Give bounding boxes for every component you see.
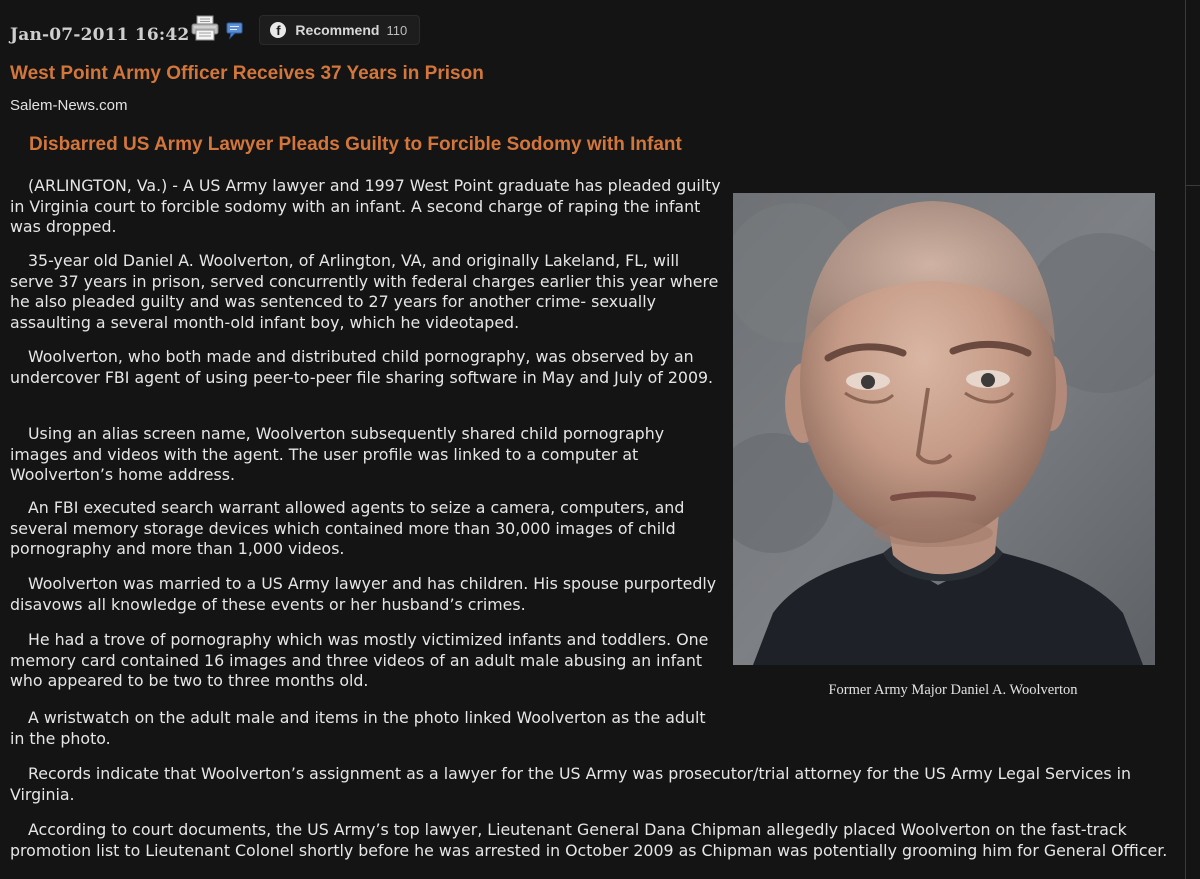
article-date: Jan-07-2011 16:42 [10,25,190,45]
page-divider [1185,0,1186,879]
article-paragraph: (ARLINGTON, Va.) - A US Army lawyer and 1997 West Point graduate has pleaded guilty in Virginia court to forcible sodomy with an infant. A second charge of raping the infant was dropped. [10,176,721,236]
printer-icon[interactable] [191,15,219,41]
article-headline: West Point Army Officer Receives 37 Years in Prison [10,63,484,84]
article-paragraph: According to court documents, the US Army’s top lawyer, Lieutenant General Dana Chipman allegedly placed Woolverton on the fast-track promotion list to Lieutenant Colonel shortly before he was arrested in October 2009 as Chipman was potentially grooming him for General Officer. [10,820,1168,860]
facebook-icon: f [270,22,286,38]
article-paragraph: A wristwatch on the adult male and items in the photo linked Woolverton as the adult in the photo. [10,708,706,748]
article-paragraph: He had a trove of pornography which was mostly victimized infants and toddlers. One memory card contained 16 images and three videos of an adult male abusing an infant who appeared to be two to three months old. [10,630,709,690]
article-toolbar [10,14,420,46]
article-paragraph: Using an alias screen name, Woolverton subsequently shared child pornography images and videos with the agent. The user profile was linked to a computer at Woolverton’s home address. [10,424,665,484]
article-paragraph: Records indicate that Woolverton’s assignment as a lawyer for the US Army was prosecutor/trial attorney for the US Army Legal Services in Virginia. [10,764,1132,804]
article-paragraph: Woolverton, who both made and distributed child pornography, was observed by an undercover FBI agent of using peer-to-peer file sharing software in May and July of 2009. [10,347,714,387]
recommend-label: Recommend [295,22,380,38]
divider-tick [1185,185,1200,186]
article-paragraph: 35-year old Daniel A. Woolverton, of Arlington, VA, and originally Lakeland, FL, will serve 37 years in prison, served concurrently with federal charges earlier this year where he also pleaded guilty and was sentenced to 27 years for another crime- sexually assaulting a several month-old infant boy, which he videotaped. [10,251,719,332]
photo-caption: Former Army Major Daniel A. Woolverton [828,682,1078,698]
article-source: Salem-News.com [10,97,128,114]
article-paragraph: An FBI executed search warrant allowed agents to seize a camera, computers, and several memory storage devices which contained more than 30,000 images of child pornography and more than 1,000 videos. [10,498,685,558]
article-subheadline: Disbarred US Army Lawyer Pleads Guilty to Forcible Sodomy with Infant [29,134,682,155]
recommend-button[interactable] [259,15,420,45]
article-paragraph: Woolverton was married to a US Army lawyer and has children. His spouse purportedly disavows all knowledge of these events or her husband’s crimes. [10,574,717,614]
article-photo [733,193,1155,665]
recommend-count: 110 [386,22,408,38]
comment-icon[interactable] [225,20,245,40]
